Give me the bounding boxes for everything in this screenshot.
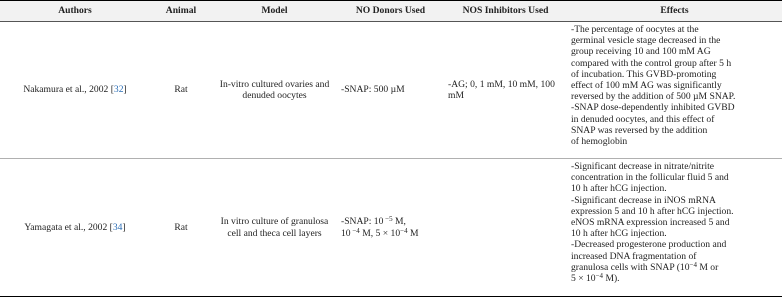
header-model: Model (212, 1, 337, 22)
effects-exponent: −4 (689, 260, 697, 269)
cell-no-donors: -SNAP: 500 µM (341, 84, 405, 96)
effects-line: effect of 100 mM AG was significantly (571, 80, 722, 92)
cell-effects (567, 22, 782, 159)
effects-line: expression 5 and 10 h after hCG injection. (571, 205, 734, 217)
effects-line: compared with the control group after 5 h (571, 57, 732, 69)
donors-text: -SNAP: 10 (341, 216, 384, 228)
cell-model: In-vitro cultured ovaries and denuded oocytes (219, 78, 330, 101)
cell-author (0, 22, 150, 159)
donors-text: M, 5 × 10 (359, 227, 401, 239)
author-text: Yamagata et al., 2002 [ (24, 221, 113, 233)
header-effects: Effects (567, 1, 782, 22)
effects-line: of incubation. This GVBD-promoting (571, 68, 717, 80)
effects-line: of hemoglobin (571, 136, 628, 148)
author-bracket: ] (123, 84, 127, 96)
cell-author (0, 159, 150, 297)
donors-text: M, (392, 216, 406, 228)
effects-line: reversed by the addition of 500 µM SNAP. (571, 91, 736, 103)
header-no-donors: NO Donors Used (337, 1, 444, 22)
effects-line: 10 h after hCG injection. (571, 228, 667, 240)
header-authors: Authors (0, 1, 150, 22)
author-bracket: ] (122, 221, 126, 233)
effects-text: 5 × 10 (571, 273, 596, 285)
effects-line: -The percentage of oocytes at the (571, 24, 699, 35)
header-nos-inhibitors: NOS Inhibitors Used (444, 1, 567, 22)
effects-text: M). (603, 273, 620, 285)
effects-line: group receiving 10 and 100 mM AG (571, 46, 711, 58)
effects-line: in denuded oocytes, and this effect of (571, 113, 715, 125)
cell-model: In vitro culture of granulosa cell and theca cell layers (220, 216, 329, 239)
effects-line: concentration in the follicular fluid 5 and (571, 172, 729, 184)
donors-text: 10 (341, 227, 351, 239)
table-row (0, 159, 782, 297)
effects-exponent: −4 (595, 272, 604, 281)
cell-nos-inhibitors (444, 159, 567, 297)
donors-text: M (407, 227, 419, 239)
donors-exponent: −4 (400, 226, 408, 235)
header-row (0, 1, 782, 22)
header-animal: Animal (150, 1, 212, 22)
table-row (0, 22, 782, 159)
effects-line: eNOS mRNA expression increased 5 and (571, 217, 730, 229)
effects-line: 10 h after hCG injection. (571, 183, 667, 195)
donors-exponent: −4 (350, 226, 360, 235)
effects-line: germinal vesicle stage decreased in the (571, 35, 721, 47)
effects-text: M or (696, 261, 719, 273)
effects-line (571, 273, 778, 284)
effects-line: -SNAP dose-dependently inhibited GVBD (571, 102, 735, 114)
effects-text: granulosa cells with SNAP (10 (571, 261, 690, 273)
effects-line: increased DNA fragmentation of (571, 250, 697, 262)
reference-link[interactable]: 32 (113, 84, 124, 96)
cell-effects (567, 159, 782, 297)
cell-animal: Rat (174, 221, 188, 233)
effects-line: -Significant decrease in iNOS mRNA (571, 194, 716, 206)
effects-line: -Decreased progesterone production and (571, 239, 727, 251)
effects-line: -Significant decrease in nitrate/nitrite (571, 161, 715, 172)
cell-no-donors (337, 159, 444, 297)
donors-exponent: −5 (383, 215, 393, 224)
effects-line: SNAP was reversed by the addition (571, 124, 708, 136)
cell-nos-inhibitors: -AG; 0, 1 mM, 10 mM, 100 mM (448, 78, 555, 101)
cell-animal: Rat (174, 84, 188, 96)
author-text: Nakamura et al., 2002 [ (23, 84, 114, 96)
reference-link[interactable]: 34 (112, 221, 123, 233)
